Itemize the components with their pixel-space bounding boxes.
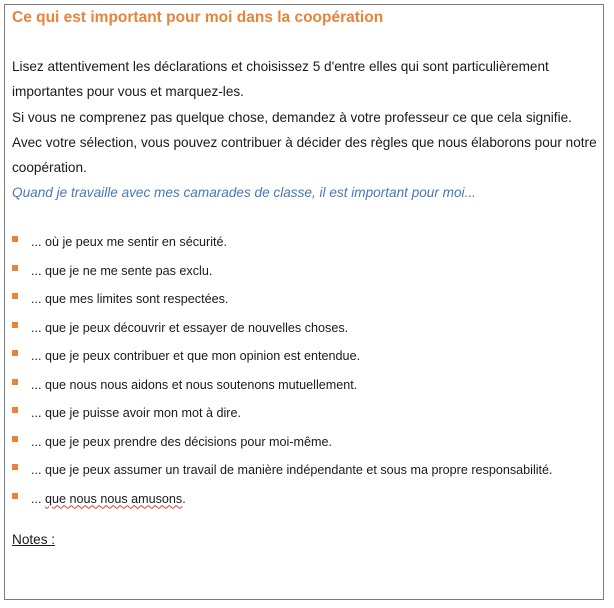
list-item[interactable] [12,487,553,516]
list-item[interactable] [12,230,553,259]
statement-text-last [31,492,186,506]
bullet-square-icon [12,407,18,413]
statement-lead: ... [31,491,45,506]
list-item[interactable] [12,373,553,402]
statement-text: ... que je peux contribuer et que mon opinion est entendue. [31,349,361,363]
statement-text: ... que mes limites sont respectées. [31,292,229,306]
statement-text: ... que nous nous aidons et nous soutenons mutuellement. [31,377,358,392]
list-item[interactable] [12,287,553,316]
statement-text: ... que je peux assumer un travail de manière indépendante et sous ma propre responsabilité. [31,463,553,477]
bullet-square-icon [12,322,18,328]
instruction-line-3: Avec votre sélection, vous pouvez contribuer à décider des règles que nous élaborons pour notre coopération. [12,134,597,176]
bullet-square-icon [12,379,18,385]
bullet-square-icon [12,436,18,442]
list-item[interactable] [12,344,553,373]
statement-text: ... que je peux découvrir et essayer de nouvelles choses. [31,320,349,335]
bullet-square-icon [12,236,18,242]
prompt-text: Quand je travaille avec mes camarades de classe, il est important pour moi... [12,185,476,201]
statement-text: ... que je peux prendre des décisions pour moi-même. [31,434,333,449]
statement-list [12,230,553,515]
bullet-square-icon [12,350,18,356]
statement-text: ... que je puisse avoir mon mot à dire. [31,406,241,420]
spellcheck-marked-text: que nous nous amusons [45,491,183,506]
bullet-square-icon [12,293,18,299]
list-item[interactable] [12,458,553,487]
bullet-square-icon [12,265,18,271]
statement-text: ... que je ne me sente pas exclu. [31,263,213,278]
list-item[interactable] [12,316,553,345]
list-item[interactable] [12,259,553,288]
bullet-square-icon [12,493,18,499]
statement-text: ... où je peux me sentir en sécurité. [31,235,228,249]
instruction-line-2: Si vous ne comprenez pas quelque chose, demandez à votre professeur ce que cela signifie. [12,109,572,125]
notes-label: Notes : [12,532,56,547]
list-item[interactable] [12,430,553,459]
list-item[interactable] [12,401,553,430]
statement-tail: . [182,491,186,506]
document-title: Ce qui est important pour moi dans la coopération [12,9,384,26]
instruction-line-1: Lisez attentivement les déclarations et choisissez 5 d'entre elles qui sont particulièrement importantes pour vous et marquez-les. [12,59,549,100]
intro-text [12,54,602,206]
bullet-square-icon [12,464,18,470]
